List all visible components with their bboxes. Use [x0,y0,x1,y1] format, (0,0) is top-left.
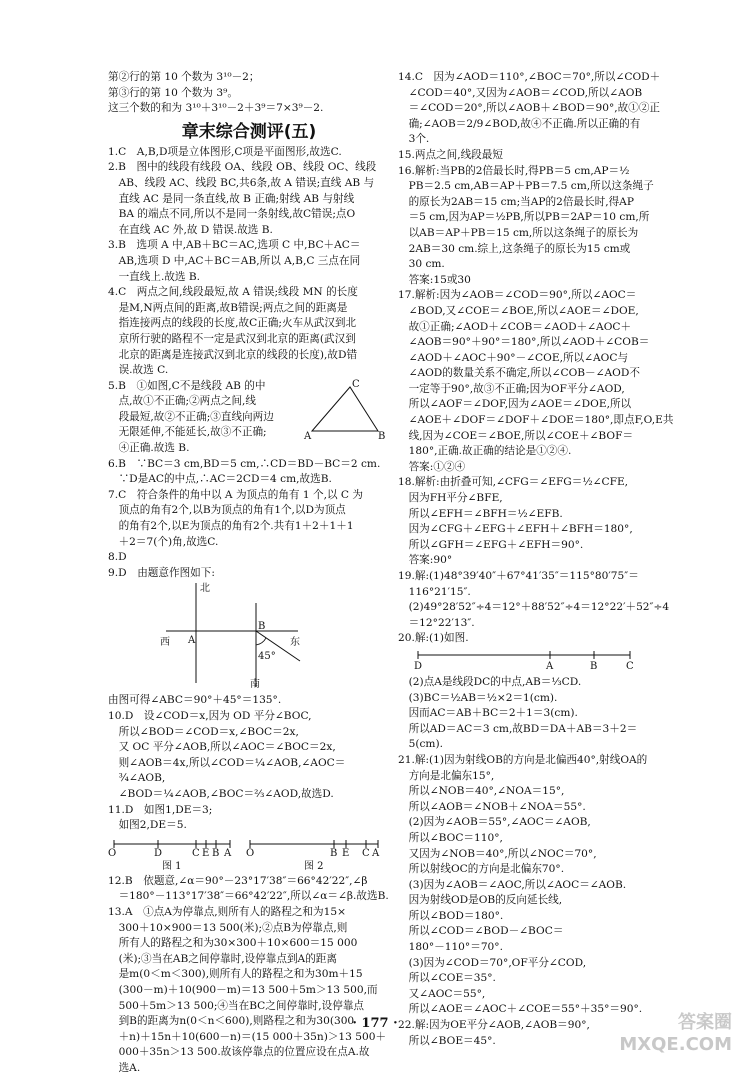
watermark-line-1: 答案圈 [678,1012,732,1033]
text-line: 所以∠GFH＝∠EFG＋∠EFH＝90°. [398,538,584,551]
text-line: 1.C A,B,D项是立体图形,C项是平面图形,故选C. [108,145,342,158]
compass-north: 北 [200,583,210,595]
text-line: ∠AOE＋∠DOF＝∠DOF＋∠DOE＝180°,即点F,O,E共 [398,414,674,427]
compass-angle: 45° [258,651,276,663]
fig11-p2-b: B [330,847,338,859]
answers-20-22 [398,675,690,1049]
text-line: 答案:90° [398,554,453,567]
text-line: 京所行驶的路程不一定是武汉到北京的距离(武汉到 [108,332,356,345]
text-line: 所以∠NOB＝40°,∠NOA＝15°, [398,785,565,798]
text-line: 顶点的角有2个,以B为顶点的角有1个,以D为顶点 [108,504,346,517]
compass-south: 南 [250,679,260,691]
text-line: 8.D [108,551,127,564]
text-line: 116°21′15″. [398,585,471,598]
text-line: (2)因为∠AOB＝55°,∠AOC＝∠AOB, [398,816,591,829]
text-line: 选A. [108,1061,141,1074]
compass-west: 西 [160,637,170,649]
text-line: 误.故选 C. [108,364,169,377]
text-line: 一直线上.故选 B. [108,270,201,283]
text-line: 3个. [398,133,430,146]
text-line: 6.B ∵BC＝3 cm,BD＝5 cm,∴CD＝BD－BC＝2 cm. [108,457,381,470]
text-line: 又 OC 平分∠AOB,所以∠AOC＝∠BOC＝2x, [108,741,336,754]
text-line: 无限延伸,不能延长,故③不正确; [108,426,267,439]
text-line: ＋n)＋15n＋10(600－n)＝(15 000＋35n)＞13 500＋ [108,1030,387,1043]
text-line: 7.C 符合条件的角中以 A 为顶点的角有 1 个,以 C 为 [108,488,363,501]
text-line: 由图可得∠ABC＝90°＋45°＝135°. [108,694,282,707]
fig20-d: D [414,660,423,672]
fig11-p1-b: B [212,847,220,859]
text-line: ∠AOD的数量关系不确定,所以∠COB－∠AOD不 [398,367,640,380]
text-line: 2.B 图中的线段有线段 OA、线段 OB、线段 OC、线段 [108,161,377,174]
fig11-p2-e: E [342,847,350,859]
text-line: 21.解:(1)因为射线OB的方向是北偏西40°,射线OA的 [398,753,648,766]
text-line: 5(cm). [398,738,443,751]
text-line: 13.A ①点A为停靠点,则所有人的路程之和为15× [108,905,346,918]
tri-label-a: A [304,430,312,442]
fig20-svg [398,649,690,663]
text-line: 30 cm. [398,258,445,271]
fig11 [108,836,390,872]
text-line: 000＋35n＞13 500.故该停靠点的位置应设在点A.故 [108,1046,370,1059]
text-line: 则∠AOB＝4x,所以∠COD＝¼∠AOB,∠AOC＝ [108,756,346,769]
text-line: 15.两点之间,线段最短 [398,148,503,161]
answers-12-13 [108,874,390,1076]
text-line: 段最短,故②不正确;③直线向两边 [108,410,274,423]
text-line: 北京的距离是连接武汉到北京的线段的长度),故D错 [108,348,358,361]
fig20 [398,649,690,673]
text-line: 180°,正确.故正确的结论是①②④. [398,445,572,458]
compass-east: 东 [290,637,300,649]
left-column [108,70,390,1076]
text-line: 5.B ①如图,C不是线段 AB 的中 [108,379,266,392]
text-line: 方向是北偏东15°, [398,769,495,782]
fig11-p1-e: E [202,847,210,859]
text-line: 9.D 由题意作图如下: [108,566,215,579]
text-line: 所以∠COE＝35°. [398,972,496,985]
text-line: 以AB＝AP＋PB＝15 cm,所以这条绳子的原长为 [398,226,639,239]
text-line: ¾∠AOB, [108,772,166,785]
compass-figure [108,583,390,691]
text-line: 答案:①②④ [398,460,466,473]
text-line: 在直线 AC 外,故 D 错误.故选 B. [108,223,273,236]
text-line: 10.D 设∠COD＝x,因为 OD 平分∠BOC, [108,710,312,722]
text-line: 所以∠BOD＝180°. [398,909,504,922]
text-line: (2)49°28′52″÷4＝12°＋88′52″÷4＝12°22′＋52″÷4 [398,601,670,614]
left-top-lines [108,70,390,117]
text-line: 是M,N两点间的距离,故B错误;两点之间的距离是 [108,301,348,314]
fig11-p2-o: O [246,847,255,859]
text-line: 因为射线OD是OB的反向延长线, [398,894,563,907]
text-line: 2AB＝30 cm.综上,这条绳子的原长为15 cm或 [398,242,631,255]
text-line: 16.解析:当PB的2倍最长时,得PB＝5 cm,AP＝½ [398,164,630,177]
tri-label-c: C [352,378,360,390]
q5-block [108,379,390,457]
text-line: 所以∠EFH＝∠BFH＝½∠EFB. [398,507,563,520]
text-line: ④正确.故选 B. [108,442,190,455]
fig20-a: A [546,660,554,672]
fig11-p1-c: C [192,847,200,859]
page-number: · 177 · [352,1016,398,1031]
watermark [619,1012,732,1056]
text-line: 17.解析:因为∠AOB＝∠COD＝90°,所以∠AOC＝ [398,289,637,302]
text-line: ＝5 cm,因为AP＝½PB,所以PB＝2AP＝10 cm,所 [398,211,650,224]
text-line: ∠AOD＋∠AOC＋90°－∠COE,所以∠AOC与 [398,351,629,364]
text-line: 故①正确;∠AOD＋∠COB＝∠AOD＋∠AOC＋ [398,320,632,333]
watermark-line-2: MXQE.COM [619,1034,732,1055]
text-line: ∠AOB＝90°＋90°＝180°,所以∠AOD＋∠COB＝ [398,336,650,349]
fig20-b: B [590,660,598,672]
text-line: 12.B 依题意,∠α＝90°－23°17′38″＝66°42′22″,∠β [108,874,368,887]
text-line: (300－m)＋10(900－m)＝13 500＋5m＞13 500,而 [108,983,378,996]
text-line: (2)点A是线段DC的中点,AB＝⅓CD. [398,675,582,688]
fig11-caption-1: 图 1 [162,860,182,872]
text-line: 这三个数的和为 3¹⁰＋3¹⁰－2＋3⁹＝7×3⁹－2. [108,102,324,115]
text-line: 11.D 如图1,DE＝3; [108,803,213,816]
fig11-p1-a: A [224,847,232,859]
text-line: 所以∠BOC＝110°, [398,831,503,844]
answers-1-4 [108,145,390,379]
text-line: ∵D是AC的中点,∴AC＝2CD＝4 cm,故选B. [108,473,332,486]
answers-6-9 [108,457,390,582]
text-line: 直线 AC 是同一条直线,故 B 正确;射线 AB 与射线 [108,192,355,205]
text-line: 因为FH平分∠BFE, [398,492,503,505]
text-line: 所以∠AOF＝∠DOF,因为∠AOE＝∠DOE,所以 [398,398,632,411]
text-line: ＝180°－113°17′38″＝66°42′22″,所以∠α＝∠β.故选B. [108,890,389,903]
triangle-figure [304,378,388,443]
triangle-svg [304,381,388,443]
text-line: 所有人的路程之和为30×300＋10×600＝15 000 [108,937,358,950]
fig11-caption-2: 图 2 [304,860,324,872]
text-line: 所以∠BOD＝∠COD＝x,∠BOC＝2x, [108,725,299,738]
text-line: ∠BOD＝¼∠AOB,∠BOC＝⅔∠AOD,故选D. [108,787,334,800]
text-line: 如图2,DE＝5. [108,819,187,832]
text-line: 是m(0＜m＜300),则所有人的路程之和为30m＋15 [108,968,363,981]
right-column [398,70,690,1049]
text-line: 线,因为∠COE＝∠BOE,所以∠COE＋∠BOF＝ [398,429,634,442]
fig11-p2-a: A [372,847,380,859]
text-line: 的角有2个,以E为顶点的角有2个.共有1＋2＋1＋1 [108,520,354,533]
answers-14-20 [398,70,690,647]
text-line: 第②行的第 10 个数为 3¹⁰－2； [108,71,260,83]
text-line: AB,选项 D 中,AC＋BC＝AB,所以 A,B,C 三点在同 [108,254,361,267]
compass-svg [108,583,390,691]
text-line: PB＝2.5 cm,AB＝AP＋PB＝7.5 cm,所以这条绳子 [398,180,654,193]
text-line: 4.C 两点之间,线段最短,故 A 错误;线段 MN 的长度 [108,286,358,299]
text-line: 第③行的第 10 个数为 3⁹。 [108,86,238,99]
section-title: 章末综合测评(五) [181,121,317,142]
text-line: 所以∠AOB＝∠NOB＋∠NOA＝55°. [398,800,586,813]
compass-label-b: B [258,621,266,633]
compass-label-a: A [188,635,196,647]
text-line: 所以∠BOE＝45°. [398,1034,496,1047]
text-line: (3)因为∠COD＝70°,OF平分∠COD, [398,956,587,969]
text-line: ∠BOD,又∠COE＝∠BOE,所以∠AOE＝∠DOE, [398,304,639,317]
text-line: 19.解:(1)48°39′40″＋67°41′35″＝115°80′75″＝ [398,570,639,582]
text-line: (米);③当在AB之间停靠时,设停靠点到A的距离 [108,952,337,965]
text-line: 所以∠COD＝∠BOD－∠BOC＝ [398,925,564,938]
text-line: 的原长为2AB＝15 cm;当AP的2倍最长时,得AP [398,195,634,208]
text-line: 因而AC＝AB＋BC＝2＋1＝3(cm). [398,707,578,720]
fig20-c: C [626,660,634,672]
fig11-p1-d: D [154,847,163,859]
text-line: 所以AD＝AC＝3 cm,故BD＝DA＋AB＝3＋2＝ [398,722,638,735]
text-line: 点,故①不正确;②两点之间,线 [108,395,257,408]
text-line: ∠COD＝40°,又因为∠AOB＝∠COD,所以∠AOB [398,86,643,99]
text-line: 500＋5m＞13 500;④当在BC之间停靠时,设停靠点 [108,999,365,1012]
text-line: 180°－110°＝70°. [398,941,503,954]
text-line: ＝∠COD＝20°,所以∠AOB＋∠BOD＝90°,故①②正 [398,102,661,115]
text-line: (3)因为∠AOB＝∠AOC,所以∠AOC＝∠AOB. [398,878,627,891]
text-line: 又∠AOC＝55°, [398,987,486,1000]
text-line: 所以∠AOE＝∠AOC＋∠COE＝55°＋35°＝90°. [398,1003,643,1016]
text-line: 指连接两点的线段的长度,故C正确;火车从武汉到北 [108,317,357,330]
text-line: (3)BC＝½AB＝½×2＝1(cm). [398,691,558,704]
text-line: 14.C 因为∠AOD＝110°,∠BOC＝70°,所以∠COD＋ [398,71,661,83]
fig11-p2-c: C [362,847,370,859]
text-line: 又因为∠NOB＝40°,所以∠NOC＝70°, [398,847,597,860]
text-line: 答案:15或30 [398,273,471,286]
text-line: 300＋10×900＝13 500(米);②点B为停靠点,则 [108,921,348,934]
text-line: 因为∠CFG＋∠EFG＋∠EFH＋∠BFH＝180°, [398,523,633,536]
text-line: 确;∠AOB＝2/9∠BOD,故④不正确.所以正确的有 [398,117,641,130]
text-line: 22.解:因为OE平分∠AOB,∠AOB＝90°, [398,1019,590,1032]
text-line: 3.B 选项 A 中,AB＋BC＝AC,选项 C 中,BC＋AC＝ [108,239,361,252]
text-line: BA 的端点不同,所以不是同一条射线,故C错误;点O [108,208,356,221]
answers-10-11 [108,693,390,833]
text-line: 18.解析:由折叠可知,∠CFG＝∠EFG＝½∠CFE, [398,476,629,489]
text-line: AB、线段 AC、线段 BC,共6条,故 A 错误;直线 AB 与 [108,176,375,189]
tri-label-b: B [378,430,386,442]
fig11-p1-o: O [108,847,117,859]
text-line: 所以射线OC的方向是北偏东70°. [398,863,565,876]
text-line: ＋2＝7(个)角,故选C. [108,535,219,548]
text-line: ＝12°22′13″. [398,616,475,629]
text-line: 到B的距离为n(0＜n＜600),则路程之和为30(300 [108,1015,355,1028]
text-line: 一定等于90°,故③不正确;因为OF平分∠AOD, [398,382,625,395]
text-line: 20.解:(1)如图. [398,632,469,645]
